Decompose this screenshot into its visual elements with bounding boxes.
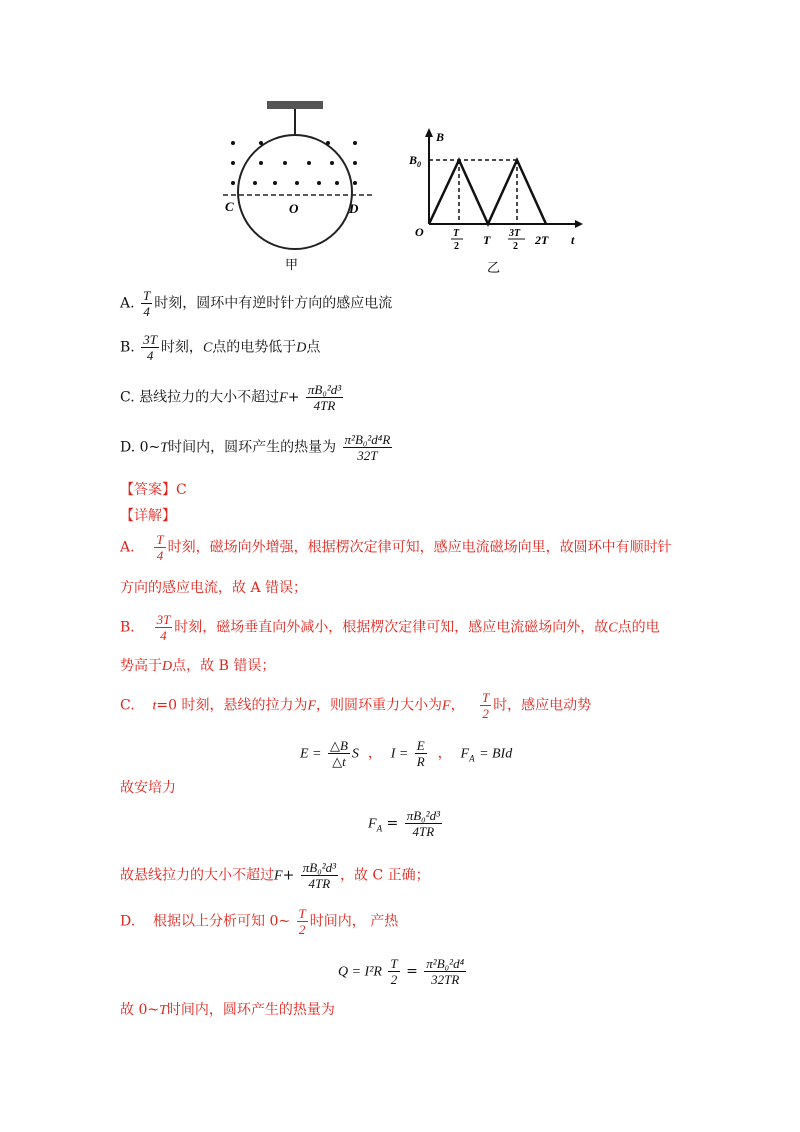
axis-b-label: B: [436, 130, 445, 144]
explain-a-line2: 方向的感应电流，故 A 错误；: [120, 580, 308, 596]
explain-c-force-label: 故安培力: [120, 780, 176, 796]
origin-label: O: [415, 225, 424, 239]
svg-text:2T: 2T: [535, 233, 549, 247]
axis-t-label: t: [571, 233, 575, 247]
explain-c-line1: C. t=0 时刻，悬线的拉力为F，则圆环重力大小为F， $\frac{T}{2}$ 时，感应电动势: [120, 690, 592, 721]
point-o: O: [289, 201, 299, 216]
explain-d-line1: D. 根据以上分析可知 0~ $\frac{T}{2}$ 时间内， 产热: [120, 906, 399, 937]
figure-jia: [215, 95, 375, 275]
explain-label: 【详解】: [120, 508, 176, 524]
b-t-graph: [429, 160, 546, 224]
magnetic-field-dots: [231, 141, 357, 185]
svg-text:3T: 3T: [509, 228, 521, 239]
point-c: C: [225, 199, 234, 214]
option-d: D. 0~T时间内，圆环产生的热量为 $\frac{\text{π²B₀²d⁴R}}{32T}$: [120, 432, 391, 463]
ceiling-hatch: [267, 101, 323, 109]
figure-jia-label: 甲: [285, 258, 299, 273]
b0-label: $B_0$: [409, 153, 422, 169]
svg-text:T: T: [483, 233, 491, 247]
equation-q: Q = I²R $\frac{T}{2}$ = $\frac{\text{π²B₀²d⁴}}{32TR}$: [338, 956, 465, 987]
ring: [238, 135, 352, 249]
svg-text:2: 2: [513, 241, 518, 252]
explain-d-last: 故 0~T时间内，圆环产生的热量为: [120, 1002, 335, 1018]
explain-b-line1: B. $\frac{3T}{4}$ 时刻，磁场垂直向外减小，根据楞次定律可知，感应电流磁场向外，故C点的电: [120, 612, 660, 643]
figure-yi: [405, 122, 590, 282]
option-a: A. $\frac{T}{4}$ 时刻，圆环中有逆时针方向的感应电流: [120, 288, 393, 319]
equation-emf: E = $\frac{\triangle B}{\triangle t}$ S ， I = $\frac{E}{R}$ ， $F_A$ = BId: [300, 738, 513, 769]
explain-b-line2: 势高于D点，故 B 错误；: [120, 658, 276, 674]
svg-text:T: T: [453, 228, 460, 239]
answer: 【答案】C: [120, 482, 187, 498]
equation-fa: $F_A$ = $\frac{\text{πB₀²d³}}{4TR}$: [368, 808, 440, 839]
explain-a-line1: A. $\frac{T}{4}$ 时刻，磁场向外增强，根据楞次定律可知，感应电流磁场向里，故圆环中有顺时针: [120, 532, 672, 563]
option-c: C. 悬线拉力的大小不超过F+ $\frac{\text{πB₀²d³}}{4TR}$: [120, 382, 342, 413]
option-b: B. $\frac{3T}{4}$ 时刻，C点的电势低于D点: [120, 332, 321, 363]
explain-c-conclusion: 故悬线拉力的大小不超过F+ $\frac{\text{πB₀²d³}}{4TR}$ ，故 C 正确；: [120, 860, 430, 891]
svg-text:2: 2: [454, 241, 459, 252]
figure-yi-label: 乙: [487, 261, 501, 276]
point-d: D: [349, 201, 359, 216]
